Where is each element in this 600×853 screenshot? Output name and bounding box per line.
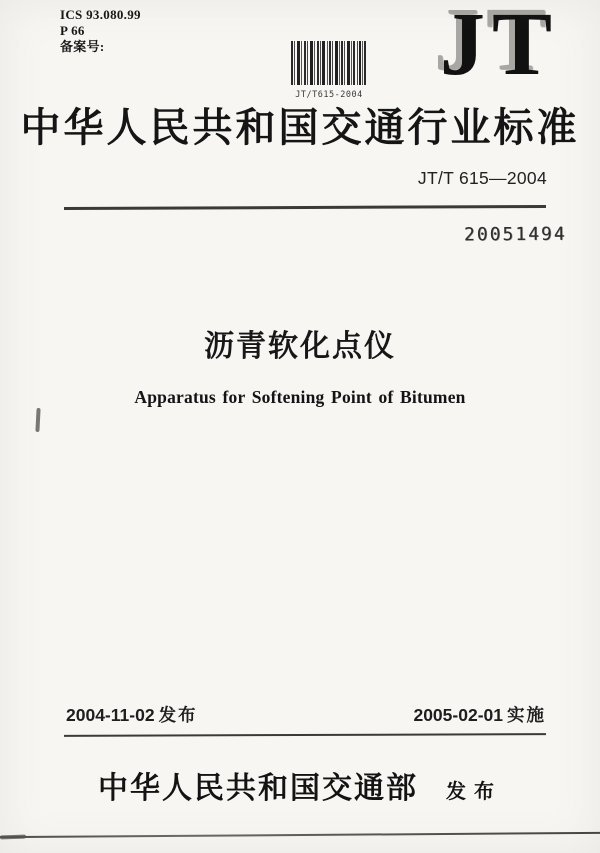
implement-date-label: 实施 bbox=[507, 705, 546, 725]
page-title: 中华人民共和国交通行业标准 bbox=[20, 105, 580, 150]
barcode-caption: JT/T615-2004 bbox=[295, 90, 363, 100]
header-divider bbox=[64, 205, 546, 210]
dates-row bbox=[66, 702, 546, 727]
issue-date-label: 发布 bbox=[158, 705, 198, 725]
doc-class-code: P 66 bbox=[60, 23, 85, 38]
ics-code: ICS 93.080.99 bbox=[60, 7, 141, 22]
footer bbox=[0, 763, 600, 807]
document-title-english: Apparatus for Softening Point of Bitumen bbox=[134, 387, 466, 407]
footer-divider bbox=[64, 733, 546, 737]
record-number-label: 备案号: bbox=[60, 39, 105, 54]
standard-number: JT/T 615—2004 bbox=[417, 168, 547, 188]
publisher-name: 中华人民共和国交通部 bbox=[98, 772, 418, 805]
registration-stamp-number: 20051494 bbox=[464, 223, 568, 246]
implement-date-value: 2005-02-01 bbox=[413, 705, 503, 725]
issue-date bbox=[66, 702, 198, 727]
scan-artifact bbox=[35, 408, 40, 432]
bottom-scan-line bbox=[0, 832, 600, 838]
classification-block bbox=[60, 7, 141, 55]
issue-date-value: 2004-11-02 bbox=[66, 705, 155, 725]
implement-date bbox=[413, 702, 546, 727]
document-title-chinese: 沥青软化点仪 bbox=[204, 330, 396, 363]
jt-logo: JT bbox=[439, 0, 559, 94]
bottom-scan-smudge bbox=[0, 835, 26, 840]
barcode-icon bbox=[291, 41, 367, 85]
publish-label: 发布 bbox=[446, 781, 502, 803]
barcode-block bbox=[291, 41, 367, 100]
